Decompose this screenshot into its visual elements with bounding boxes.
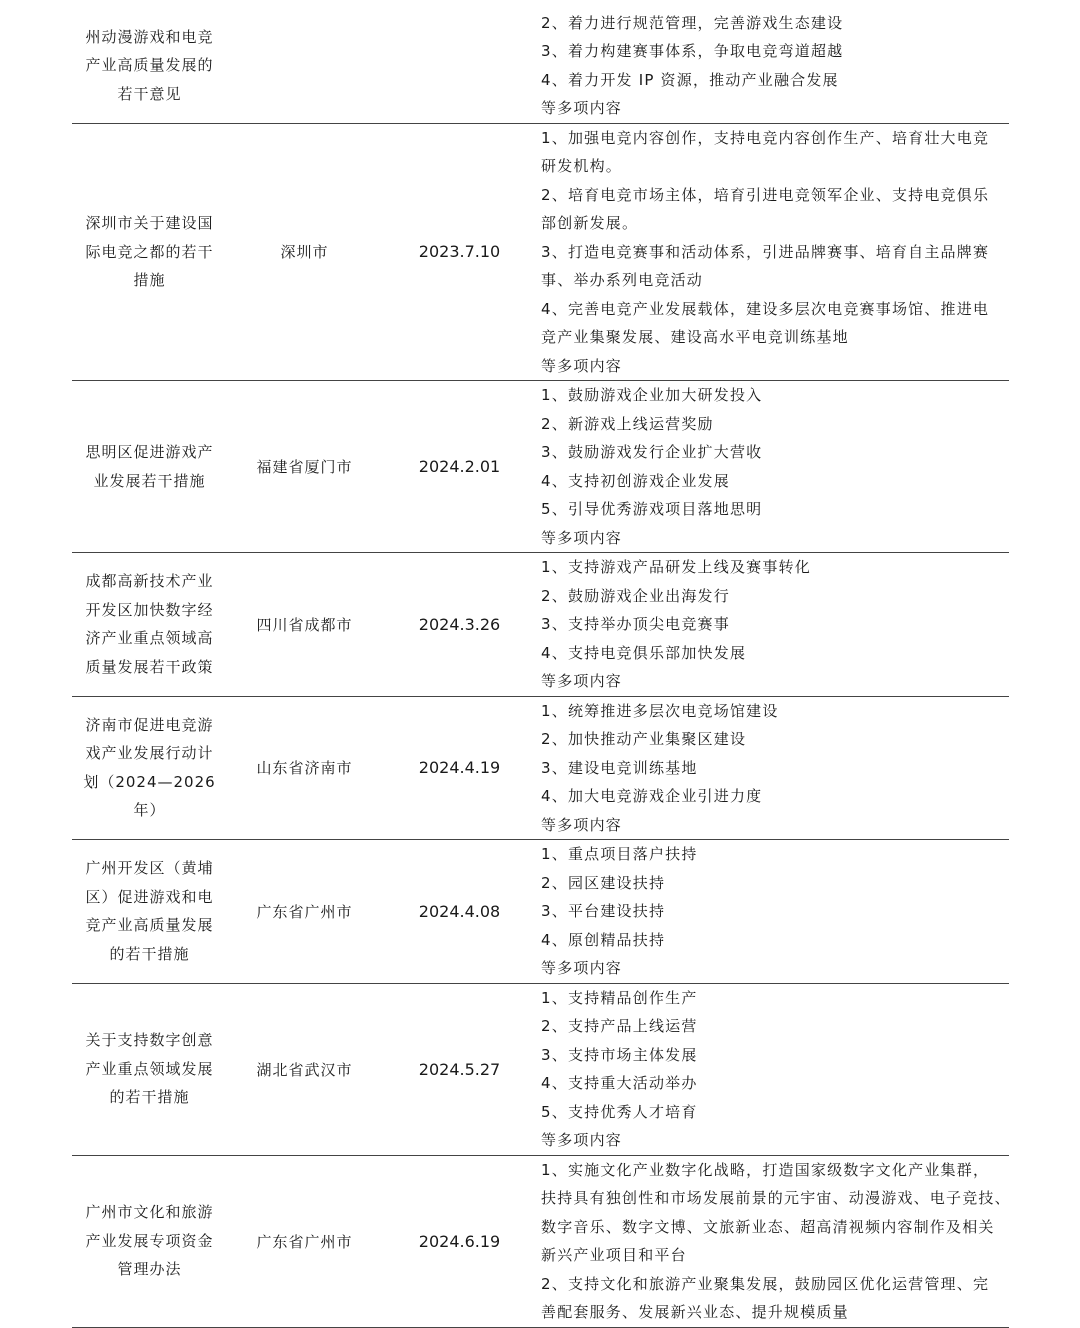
content-line: 3、着力构建赛事体系，争取电竞弯道超越 <box>541 42 844 60</box>
policy-name-line: 济南市促进电竞游 <box>85 715 214 734</box>
content-line <box>541 0 1009 9</box>
content-line: 1、支持游戏产品研发上线及赛事转化 <box>541 558 811 576</box>
policy-name <box>80 711 220 825</box>
content-line: 1、实施文化产业数字化战略，打造国家级数字文化产业集群， <box>541 1160 990 1179</box>
content-line: 4、原创精品扶持 <box>541 930 666 949</box>
policy-name <box>80 438 220 495</box>
content-list <box>537 124 1009 381</box>
date-cell: 2023.7.10 <box>418 242 501 262</box>
content-line: 1、支持精品创作生产 <box>541 988 698 1007</box>
content-list <box>537 0 1009 123</box>
content-line: 3、鼓励游戏发行企业扩大营收 <box>541 443 763 461</box>
date-cell: 2024.6.19 <box>418 1231 501 1251</box>
table-row <box>72 381 1009 553</box>
content-line: 3、支持举办顶尖电竞赛事 <box>541 615 730 633</box>
policy-name-line: 济产业重点领域高 <box>85 629 214 648</box>
policy-name-cell <box>72 553 227 697</box>
content-line: 1、鼓励游戏企业加大研发投入 <box>541 386 763 404</box>
content-line: 部创新发展。 <box>541 214 639 232</box>
content-line: 2、支持产品上线运营 <box>541 1017 698 1035</box>
content-line: 2、加快推动产业集聚区建设 <box>541 730 747 748</box>
content-line: 等多项内容 <box>541 1131 623 1149</box>
policy-name-line: 产业发展专项资金 <box>85 1231 214 1250</box>
date-cell <box>382 0 537 123</box>
policy-name-line: 产业重点领域发展 <box>85 1059 214 1078</box>
date-cell: 2024.4.08 <box>418 901 501 921</box>
content-line: 5、引导优秀游戏项目落地思明 <box>541 500 763 518</box>
policy-name-line: 广州市文化和旅游 <box>85 1203 214 1222</box>
policy-name-line: 业发展若干措施 <box>93 471 206 490</box>
policy-name <box>80 1198 220 1284</box>
policy-name-line: 的若干措施 <box>109 944 190 963</box>
policy-name-line: 开发区加快数字经 <box>85 600 214 619</box>
region-cell: 广东省广州市 <box>256 902 353 921</box>
policy-name <box>80 1026 220 1112</box>
policy-name <box>80 209 220 295</box>
region-cell: 深圳市 <box>280 243 329 262</box>
policy-name-line: 竞产业高质量发展 <box>85 916 214 935</box>
policy-name-line: 产业高质量发展的 <box>85 56 214 75</box>
policy-name-cell <box>72 0 227 123</box>
table-row <box>72 0 1009 123</box>
content-list <box>537 984 1009 1155</box>
content-line: 3、支持市场主体发展 <box>541 1045 698 1064</box>
content-line: 2、新游戏上线运营奖励 <box>541 414 714 433</box>
table-row <box>72 840 1009 984</box>
content-line: 1、重点项目落户扶持 <box>541 845 698 863</box>
policy-name-cell <box>72 840 227 984</box>
policy-name-line: 区）促进游戏和电 <box>85 887 214 906</box>
date-cell: 2024.4.19 <box>418 758 501 778</box>
content-line: 等多项内容 <box>541 528 623 547</box>
policy-name-line: 管理办法 <box>117 1260 182 1279</box>
content-line: 2、支持文化和旅游产业聚集发展，鼓励园区优化运营管理、完 <box>541 1274 990 1293</box>
region-cell: 湖北省武汉市 <box>256 1060 353 1079</box>
region-cell <box>227 0 382 123</box>
policy-name <box>80 0 220 108</box>
policy-name-line: 关于支持数字创意 <box>85 1031 214 1050</box>
content-line: 等多项内容 <box>541 672 623 690</box>
policy-name-line: 措施 <box>133 271 166 289</box>
policy-name-line: 的若干措施 <box>109 1088 190 1107</box>
table-row <box>72 696 1009 840</box>
content-cell <box>537 696 1009 840</box>
policy-name-line: 若干意见 <box>117 84 182 103</box>
content-line: 等多项内容 <box>541 356 623 375</box>
date-cell: 2024.2.01 <box>418 457 501 476</box>
content-line: 善配套服务、发展新兴业态、提升规模质量 <box>541 1303 849 1321</box>
content-cell <box>537 123 1009 381</box>
policy-name-line: 际电竞之都的若干 <box>85 242 214 261</box>
content-line: 3、打造电竞赛事和活动体系，引进品牌赛事、培育自主品牌赛 <box>541 242 990 261</box>
content-list <box>537 1156 1009 1327</box>
policy-name-line: 广州开发区（黄埔 <box>85 859 214 878</box>
content-cell <box>537 840 1009 984</box>
policy-name-line: 成都高新技术产业 <box>85 572 214 591</box>
content-line: 2、园区建设扶持 <box>541 873 666 892</box>
content-line: 4、完善电竞产业发展载体，建设多层次电竞赛事场馆、推进电 <box>541 299 990 318</box>
content-line: 竞产业集聚发展、建设高水平电竞训练基地 <box>541 328 849 346</box>
region-cell: 福建省厦门市 <box>256 458 353 476</box>
table-row <box>72 123 1009 381</box>
content-list <box>537 381 1009 552</box>
content-line: 4、加大电竞游戏企业引进力度 <box>541 787 763 805</box>
policy-name-cell <box>72 983 227 1155</box>
policy-name-line <box>80 0 220 23</box>
content-line: 等多项内容 <box>541 815 623 834</box>
policy-name-line: 思明区促进游戏产 <box>85 443 214 461</box>
date-cell: 2024.5.27 <box>418 1059 501 1079</box>
content-line: 研发机构。 <box>541 157 623 175</box>
content-line: 事、举办系列电竞活动 <box>541 271 704 289</box>
content-line: 新兴产业项目和平台 <box>541 1246 687 1264</box>
policy-name-line: 质量发展若干政策 <box>85 657 214 676</box>
table-row <box>72 983 1009 1155</box>
content-line: 4、支持重大活动举办 <box>541 1074 698 1092</box>
policy-name-cell <box>72 1155 227 1327</box>
policy-name <box>80 567 220 681</box>
date-cell: 2024.3.26 <box>418 614 501 634</box>
region-cell: 山东省济南市 <box>256 759 353 778</box>
policy-name-cell <box>72 381 227 553</box>
policy-name-cell <box>72 123 227 381</box>
content-list <box>537 697 1009 840</box>
content-line: 等多项内容 <box>541 959 623 977</box>
content-cell <box>537 553 1009 697</box>
policy-name-cell <box>72 696 227 840</box>
content-line: 2、培育电竞市场主体，培育引进电竞领军企业、支持电竞俱乐 <box>541 185 990 204</box>
policy-name-line: 州动漫游戏和电竞 <box>85 27 214 46</box>
content-line: 4、支持初创游戏企业发展 <box>541 471 730 490</box>
content-cell <box>537 0 1009 123</box>
region-cell: 广东省广州市 <box>256 1232 353 1251</box>
content-cell <box>537 1155 1009 1327</box>
content-line: 2、着力进行规范管理，完善游戏生态建设 <box>541 13 844 32</box>
table-row <box>72 1155 1009 1327</box>
policy-name <box>80 854 220 968</box>
content-line: 1、统筹推进多层次电竞场馆建设 <box>541 701 779 720</box>
content-list <box>537 553 1009 696</box>
content-line: 等多项内容 <box>541 99 623 117</box>
content-line: 5、支持优秀人才培育 <box>541 1102 698 1121</box>
content-line: 扶持具有独创性和市场发展前景的元宇宙、动漫游戏、电子竞技、 <box>541 1189 1011 1207</box>
content-line: 3、平台建设扶持 <box>541 902 666 920</box>
table-body <box>72 0 1009 1327</box>
policy-name-line: 年） <box>133 801 166 820</box>
policy-name-line: 划（2024—2026 <box>83 772 216 791</box>
content-list <box>537 840 1009 983</box>
content-line: 数字音乐、数字文博、文旅新业态、超高清视频内容制作及相关 <box>541 1217 995 1236</box>
content-line: 4、支持电竞俱乐部加快发展 <box>541 643 747 662</box>
policy-name-line: 戏产业发展行动计 <box>85 744 214 763</box>
content-cell <box>537 983 1009 1155</box>
content-cell <box>537 381 1009 553</box>
content-line: 2、鼓励游戏企业出海发行 <box>541 586 730 605</box>
content-line: 1、加强电竞内容创作，支持电竞内容创作生产、培育壮大电竞 <box>541 128 990 147</box>
region-cell: 四川省成都市 <box>256 615 353 634</box>
content-line: 3、建设电竞训练基地 <box>541 758 698 777</box>
policy-table <box>72 0 1009 1328</box>
policy-name-line: 深圳市关于建设国 <box>85 214 214 232</box>
content-line: 4、着力开发 IP 资源，推动产业融合发展 <box>541 70 839 89</box>
table-row <box>72 553 1009 697</box>
